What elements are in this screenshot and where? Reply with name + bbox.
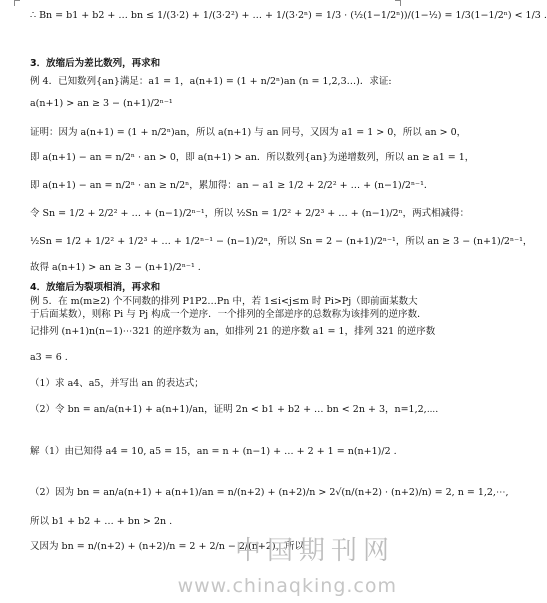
text-line: （2）令 bn = an/a(n+1) + a(n+1)/an，证明 2n < b1 + b2 + … bn < 2n + 3，n=1,2,⋯. (30, 404, 439, 415)
text-line: 故得 a(n+1) > an ≥ 3 − (n+1)/2ⁿ⁻¹ . (30, 262, 201, 273)
watermark-title: 中国期刊网 (234, 536, 395, 566)
text-line: a3 = 6 . (30, 352, 68, 363)
text-line: 所以 b1 + b2 + … + bn > 2n . (30, 516, 173, 527)
text-line: 又因为 bn = n/(n+2) + (n+2)/n = 2 + 2/n − 2/(n+2)，所以 (30, 541, 305, 552)
text-line: 例 4．已知数列{an}满足：a1 = 1，a(n+1) = (1 + n/2ⁿ)an (n = 1,2,3…)．求证: (30, 76, 392, 87)
text-line: 即 a(n+1) − an = n/2ⁿ · an > 0，即 a(n+1) > an．所以数列{an}为递增数列，所以 an ≥ a1 = 1， (30, 152, 475, 163)
text-line: 令 Sn = 1/2 + 2/2² + … + (n−1)/2ⁿ⁻¹，所以 ½Sn = 1/2² + 2/2³ + … + (n−1)/2ⁿ，两式相减得： (30, 208, 470, 219)
watermark-url: www.chinaqking.com (177, 575, 397, 597)
text-line: 记排列 (n+1)n(n−1)⋯321 的逆序数为 an，如排列 21 的逆序数 a1 = 1，排列 321 的逆序数 (30, 326, 436, 337)
text-line: 例 5．在 m(m≥2) 个不同数的排列 P1P2…Pn 中，若 1≤i<j≤m 时 Pi>Pj（即前面某数大 (30, 296, 418, 307)
text-line: 解（1）由已知得 a4 = 10, a5 = 15，an = n + (n−1) + … + 2 + 1 = n(n+1)/2 . (30, 446, 397, 457)
corner-mark (14, 0, 20, 6)
text-line: 证明：因为 a(n+1) = (1 + n/2ⁿ)an，所以 a(n+1) 与 an 同号，又因为 a1 = 1 > 0，所以 an > 0， (30, 127, 467, 138)
text-line: 于后面某数），则称 Pi 与 Pj 构成一个逆序．一个排列的全部逆序的总数称为该排列的逆序数． (30, 309, 427, 320)
section-heading: 4．放缩后为裂项相消，再求和 (30, 282, 161, 293)
text-line: a(n+1) > an ≥ 3 − (n+1)/2ⁿ⁻¹ (30, 98, 173, 109)
text-line: （2）因为 bn = an/a(n+1) + a(n+1)/an = n/(n+2) + (n+2)/n > 2√(n/(n+2) · (n+2)/n) = 2, n = 1,2,⋯, (30, 487, 509, 498)
text-line: ½Sn = 1/2 + 1/2² + 1/2³ + … + 1/2ⁿ⁻¹ − (n−1)/2ⁿ，所以 Sn = 2 − (n+1)/2ⁿ⁻¹，所以 an ≥ 3 − (n+1)/2ⁿ⁻¹， (30, 236, 533, 247)
text-line: （1）求 a4、a5，并写出 an 的表达式； (30, 378, 204, 389)
corner-mark (395, 0, 401, 6)
text-line: ∴ Bn = b1 + b2 + … bn ≤ 1/(3·2) + 1/(3·2²) + … + 1/(3·2ⁿ) = 1/3 · (½(1−1/2ⁿ))/(1−½) = 1/3(1−1/2ⁿ) < 1/3 . (30, 10, 547, 21)
text-line: 即 a(n+1) − an = n/2ⁿ · an ≥ n/2ⁿ，累加得：an − a1 ≥ 1/2 + 2/2² + … + (n−1)/2ⁿ⁻¹． (30, 180, 434, 191)
section-heading: 3．放缩后为差比数列，再求和 (30, 58, 161, 69)
